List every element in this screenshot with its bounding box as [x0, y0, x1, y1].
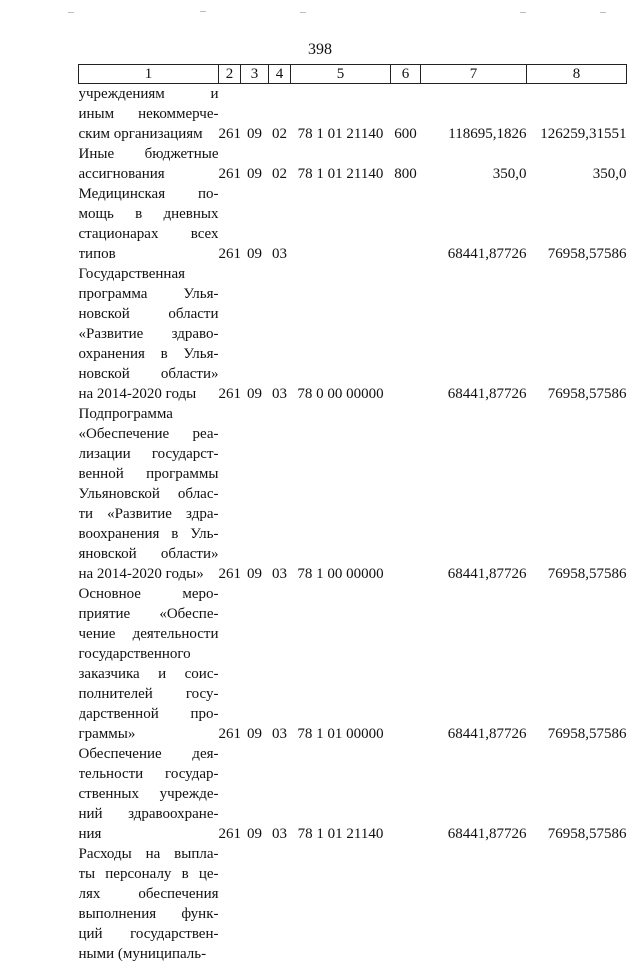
expense-type-cell	[391, 744, 421, 844]
amount-cell: 76958,57586	[527, 744, 627, 844]
description-line: яновской области»	[79, 544, 219, 564]
amount-cell: 76958,57586	[527, 264, 627, 404]
description-line: лях обеспечения	[79, 884, 219, 904]
description-line: граммы»	[79, 724, 219, 744]
description-line: приятие «Обеспе-	[79, 604, 219, 624]
description-line: Ульяновской облас-	[79, 484, 219, 504]
description-line: выполнения функ-	[79, 904, 219, 924]
table-row	[79, 84, 627, 145]
description-line: тельности государ-	[79, 764, 219, 784]
header-cell: 2	[219, 65, 241, 84]
description-line: ти «Развитие здра-	[79, 504, 219, 524]
amount-cell: 350,0	[527, 144, 627, 184]
description-line: Иные бюджетные	[79, 144, 219, 164]
description-line: мощь в дневных	[79, 204, 219, 224]
description-cell	[79, 844, 219, 964]
amount-cell: 68441,87726	[421, 584, 527, 744]
expense-type-cell	[391, 404, 421, 584]
subsection-code-cell: 03	[269, 744, 291, 844]
section-code-cell: 09	[241, 144, 269, 184]
description-cell	[79, 144, 219, 184]
description-cell	[79, 404, 219, 584]
amount-cell: 126259,31551	[527, 84, 627, 145]
target-article-cell: 78 1 01 21140	[291, 744, 391, 844]
description-line: ственных учрежде-	[79, 784, 219, 804]
header-cell: 4	[269, 65, 291, 84]
description-line: заказчика и соис-	[79, 664, 219, 684]
admin-code-cell: 261	[219, 184, 241, 264]
admin-code-cell: 261	[219, 584, 241, 744]
expense-type-cell	[391, 844, 421, 964]
subsection-code-cell: 03	[269, 184, 291, 264]
section-code-cell: 09	[241, 744, 269, 844]
description-line: ными (муниципаль-	[79, 944, 219, 964]
description-cell	[79, 84, 219, 145]
description-line: Основное меро-	[79, 584, 219, 604]
description-line: государственного	[79, 644, 219, 664]
section-code-cell: 09	[241, 84, 269, 145]
subsection-code-cell: 02	[269, 144, 291, 184]
amount-cell: 76958,57586	[527, 184, 627, 264]
description-line: Медицинская по-	[79, 184, 219, 204]
description-line: полнителей госу-	[79, 684, 219, 704]
description-line: венной программы	[79, 464, 219, 484]
amount-cell: 68441,87726	[421, 184, 527, 264]
description-line: ским организациям	[79, 124, 219, 144]
description-cell	[79, 184, 219, 264]
amount-cell: 68441,87726	[421, 744, 527, 844]
description-line: на 2014-2020 годы»	[79, 564, 219, 584]
admin-code-cell: 261	[219, 404, 241, 584]
description-line: Обеспечение дея-	[79, 744, 219, 764]
table-body	[79, 84, 627, 964]
section-code-cell: 09	[241, 184, 269, 264]
description-line: чение деятельности	[79, 624, 219, 644]
header-cell: 6	[391, 65, 421, 84]
target-article-cell: 78 1 01 21140	[291, 84, 391, 145]
table-row	[79, 264, 627, 404]
description-line: учреждениям и	[79, 84, 219, 104]
section-code-cell: 09	[241, 404, 269, 584]
section-code-cell: 09	[241, 264, 269, 404]
description-line: Государственная	[79, 264, 219, 284]
description-cell	[79, 264, 219, 404]
description-line: ты персоналу в це-	[79, 864, 219, 884]
admin-code-cell: 261	[219, 144, 241, 184]
amount-cell: 118695,1826	[421, 84, 527, 145]
description-line: дарственной про-	[79, 704, 219, 724]
subsection-code-cell: 03	[269, 264, 291, 404]
target-article-cell: 78 1 00 00000	[291, 404, 391, 584]
amount-cell	[421, 844, 527, 964]
description-line: программа Улья-	[79, 284, 219, 304]
amount-cell: 350,0	[421, 144, 527, 184]
target-article-cell: 78 0 00 00000	[291, 264, 391, 404]
header-cell: 3	[241, 65, 269, 84]
description-line: новской области	[79, 304, 219, 324]
description-line: новской области»	[79, 364, 219, 384]
expense-type-cell	[391, 264, 421, 404]
header-cell: 5	[291, 65, 391, 84]
subsection-code-cell: 02	[269, 84, 291, 145]
subsection-code-cell: 03	[269, 584, 291, 744]
target-article-cell	[291, 844, 391, 964]
description-line: ассигнования	[79, 164, 219, 184]
header-cell: 8	[527, 65, 627, 84]
table-row	[79, 184, 627, 264]
budget-table	[78, 64, 627, 964]
admin-code-cell: 261	[219, 264, 241, 404]
admin-code-cell: 261	[219, 744, 241, 844]
expense-type-cell: 800	[391, 144, 421, 184]
table-row	[79, 404, 627, 584]
section-code-cell	[241, 844, 269, 964]
amount-cell: 76958,57586	[527, 584, 627, 744]
description-line: стационарах всех	[79, 224, 219, 244]
description-line: воохранения в Уль-	[79, 524, 219, 544]
expense-type-cell	[391, 184, 421, 264]
admin-code-cell: 261	[219, 84, 241, 145]
amount-cell	[527, 844, 627, 964]
description-line: Расходы на выпла-	[79, 844, 219, 864]
description-line: Подпрограмма	[79, 404, 219, 424]
target-article-cell: 78 1 01 21140	[291, 144, 391, 184]
description-line: лизации государст-	[79, 444, 219, 464]
header-cell: 7	[421, 65, 527, 84]
description-line: охранения в Улья-	[79, 344, 219, 364]
section-code-cell: 09	[241, 584, 269, 744]
description-cell	[79, 584, 219, 744]
amount-cell: 68441,87726	[421, 404, 527, 584]
description-cell	[79, 744, 219, 844]
table-row	[79, 844, 627, 964]
amount-cell: 76958,57586	[527, 404, 627, 584]
header-cell: 1	[79, 65, 219, 84]
description-line: «Развитие здраво-	[79, 324, 219, 344]
description-line: типов	[79, 244, 219, 264]
target-article-cell: 78 1 01 00000	[291, 584, 391, 744]
subsection-code-cell: 03	[269, 404, 291, 584]
table-row	[79, 144, 627, 184]
description-line: ций государствен-	[79, 924, 219, 944]
table-row	[79, 584, 627, 744]
expense-type-cell	[391, 584, 421, 744]
table-header-row	[79, 65, 627, 84]
description-line: ний здравоохране-	[79, 804, 219, 824]
description-line: «Обеспечение реа-	[79, 424, 219, 444]
description-line: иным некоммерче-	[79, 104, 219, 124]
expense-type-cell: 600	[391, 84, 421, 145]
amount-cell: 68441,87726	[421, 264, 527, 404]
admin-code-cell	[219, 844, 241, 964]
subsection-code-cell	[269, 844, 291, 964]
target-article-cell	[291, 184, 391, 264]
description-line: ния	[79, 824, 219, 844]
description-line: на 2014-2020 годы	[79, 384, 219, 404]
page-number: 398	[0, 40, 640, 60]
table-row	[79, 744, 627, 844]
